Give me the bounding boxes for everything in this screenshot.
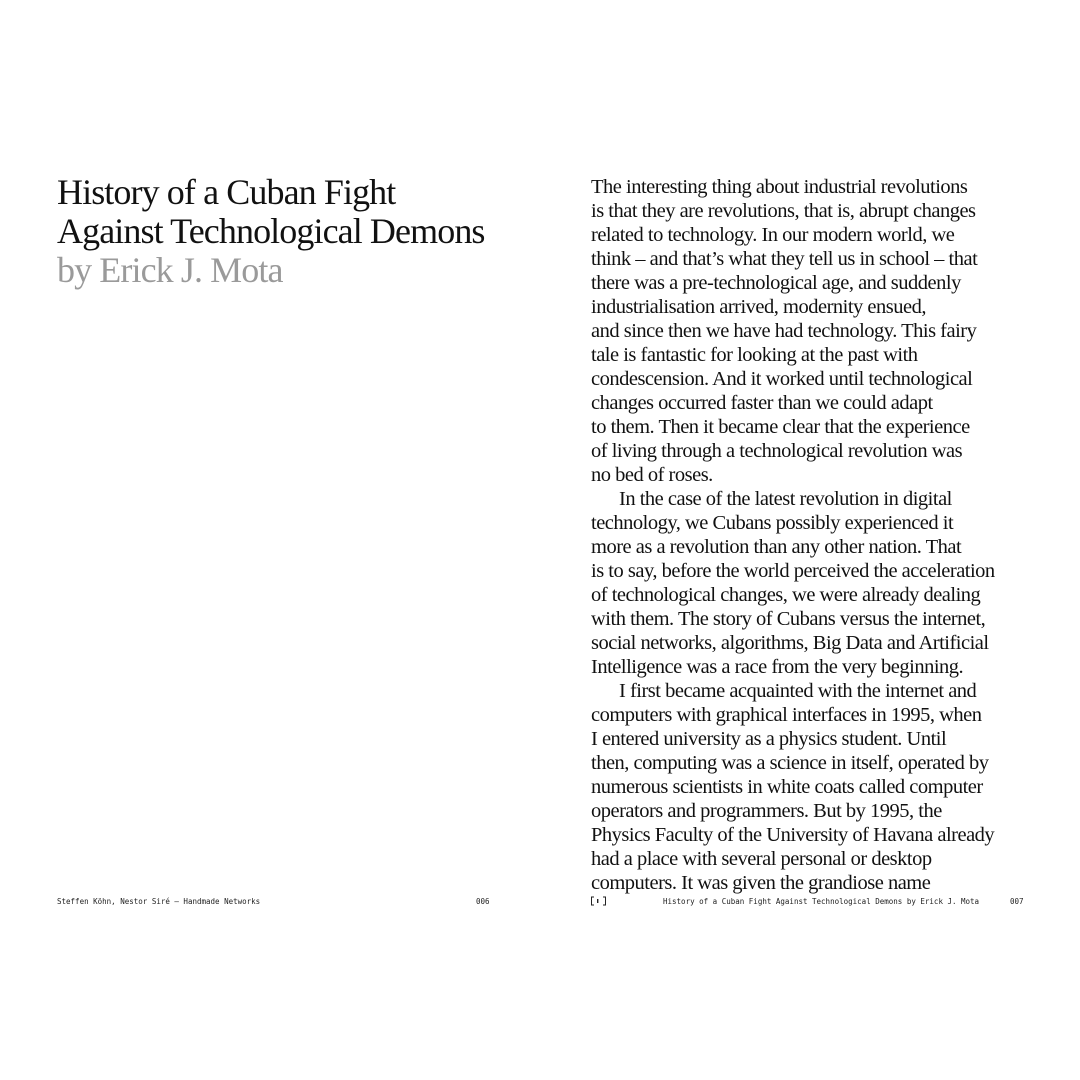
text-line: changes occurred faster than we could adapt bbox=[591, 392, 933, 414]
text-line: operators and programmers. But by 1995, the bbox=[591, 800, 942, 822]
body-text bbox=[591, 175, 1031, 895]
text-line: In the case of the latest revolution in digital bbox=[619, 488, 952, 510]
text-line: Intelligence was a race from the very beginning. bbox=[591, 656, 964, 678]
text-line: The interesting thing about industrial revolutions bbox=[591, 176, 968, 198]
text-line: I first became acquainted with the internet and bbox=[619, 680, 977, 702]
text-line: industrialisation arrived, modernity ensued, bbox=[591, 296, 926, 318]
text-line: and since then we have had technology. This fairy bbox=[591, 320, 977, 342]
text-line: tale is fantastic for looking at the past with bbox=[591, 344, 918, 366]
text-line: technology, we Cubans possibly experienced it bbox=[591, 512, 954, 534]
page-number-left: 006 bbox=[476, 897, 490, 906]
text-line: computers. It was given the grandiose name bbox=[591, 872, 931, 894]
text-line: related to technology. In our modern world, we bbox=[591, 224, 955, 246]
text-line: I entered university as a physics student. Until bbox=[591, 728, 947, 750]
footer-running-title: History of a Cuban Fight Against Technological Demons by Erick J. Mota bbox=[663, 897, 980, 906]
text-line: Physics Faculty of the University of Havana already bbox=[591, 824, 995, 846]
text-line: no bed of roses. bbox=[591, 464, 713, 486]
footer-credits: Steffen Köhn, Nestor Siré – Handmade Networks bbox=[57, 897, 261, 906]
text-line: then, computing was a science in itself, operated by bbox=[591, 752, 989, 774]
chapter-title-line: History of a Cuban Fight bbox=[57, 172, 396, 212]
text-line: is to say, before the world perceived the acceleration bbox=[591, 560, 995, 582]
paragraph-1 bbox=[591, 175, 1031, 487]
text-line: social networks, algorithms, Big Data and Artificial bbox=[591, 632, 989, 654]
chapter-heading bbox=[57, 173, 527, 290]
chapter-title-line: Against Technological Demons bbox=[57, 211, 485, 251]
text-line: condescension. And it worked until technological bbox=[591, 368, 973, 390]
paragraph-3 bbox=[591, 679, 1031, 895]
paragraph-2 bbox=[591, 487, 1031, 679]
text-line: to them. Then it became clear that the experience bbox=[591, 416, 970, 438]
text-line: computers with graphical interfaces in 1995, when bbox=[591, 704, 982, 726]
page-number-right: 007 bbox=[1010, 897, 1024, 906]
text-line: numerous scientists in white coats called computer bbox=[591, 776, 983, 798]
text-line: more as a revolution than any other nation. That bbox=[591, 536, 962, 558]
text-line: think – and that’s what they tell us in school – that bbox=[591, 248, 978, 270]
bracket-cursor-icon bbox=[590, 896, 607, 906]
chapter-author: by Erick J. Mota bbox=[57, 250, 283, 290]
text-line: with them. The story of Cubans versus the internet, bbox=[591, 608, 986, 630]
text-line: had a place with several personal or desktop bbox=[591, 848, 932, 870]
text-line: there was a pre-technological age, and suddenly bbox=[591, 272, 961, 294]
text-line: of technological changes, we were already dealing bbox=[591, 584, 981, 606]
text-line: is that they are revolutions, that is, abrupt changes bbox=[591, 200, 976, 222]
text-line: of living through a technological revolution was bbox=[591, 440, 963, 462]
